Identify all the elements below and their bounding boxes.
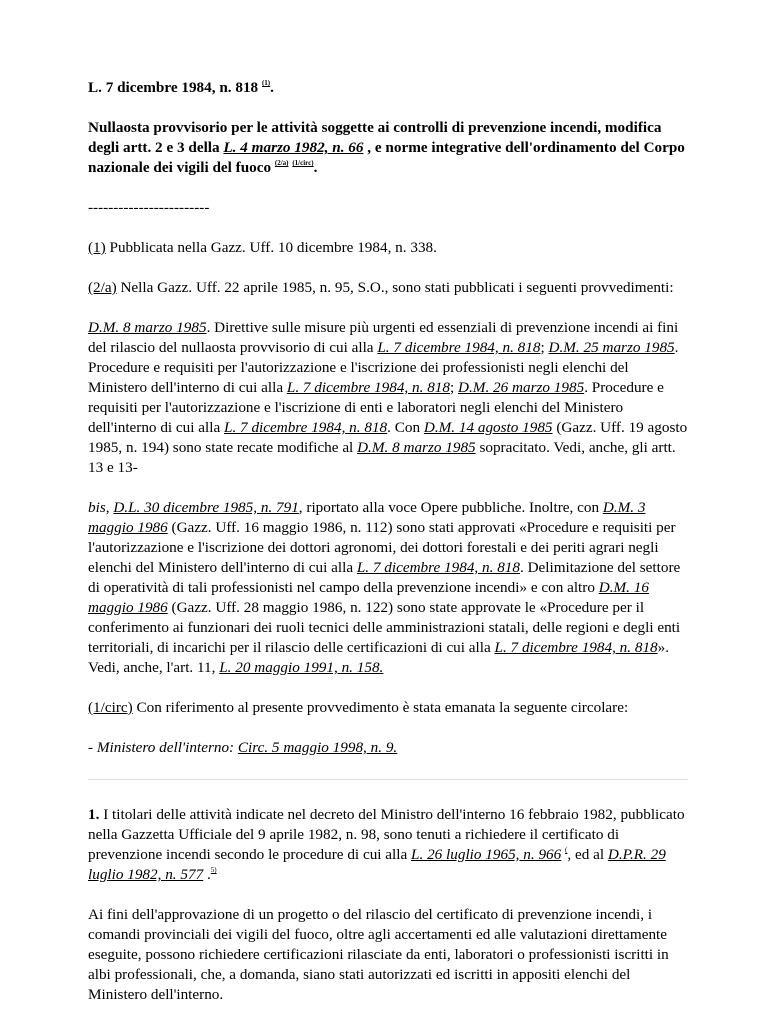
article-1-paragraph-2: Ai fini dell'approvazione di un progetto o del rilascio del certificato di prevenzione incendi, i comandi provinciali dei vigili del fuoco, oltre agli accertamenti ed alle valutazioni direttamente eseguite, possono richiedere certificazioni rilasciate da enti, laboratori o professionisti iscritti in albi professionali, che, a domanda, siano stati autorizzati ed iscritti in appositi elenchi del Ministero dell'interno.: [88, 906, 669, 1003]
section-divider: [88, 779, 688, 780]
note-2a-continued: [88, 498, 688, 678]
footnote-ref-5[interactable]: 5): [210, 866, 217, 874]
link-l-7-dicembre-1984[interactable]: L. 7 dicembre 1984, n. 818: [494, 639, 658, 656]
text: , ed al: [567, 846, 608, 863]
note-2a: [88, 278, 688, 298]
link-l-26-luglio-1965[interactable]: L. 26 luglio 1965, n. 966: [411, 846, 562, 863]
note-1circ-text: Con riferimento al presente provvedimento è stata emanata la seguente circolare:: [132, 699, 629, 716]
text: .: [203, 866, 211, 883]
note-1: [88, 238, 688, 258]
text: ». Vedi, anche, l'art. 11,: [88, 639, 670, 676]
link-l-20-maggio-1991[interactable]: L. 20 maggio 1991, n. 158.: [219, 659, 384, 676]
text: . Delimitazione del settore di operatività di tali professionisti nel campo della prevenzione incendi» e con altro: [88, 559, 681, 596]
text: sopracitato. Vedi, anche, gli artt. 13 e 13-: [88, 439, 676, 476]
subtitle-text-a: Nullaosta provvisorio per le attività soggette ai controlli di prevenzione incendi, modifica degli artt. 2 e 3 della: [88, 119, 662, 156]
subtitle-end: .: [313, 159, 318, 176]
law-title-text: L. 7 dicembre 1984, n. 818: [88, 79, 259, 96]
note-2a-provvedimenti: [88, 318, 688, 478]
note-2a-text: Nella Gazz. Uff. 22 aprile 1985, n. 95, S.O., sono stati pubblicati i seguenti provvedimenti:: [116, 279, 674, 296]
link-l-7-dicembre-1984[interactable]: L. 7 dicembre 1984, n. 818: [377, 339, 541, 356]
text: ,: [105, 499, 114, 516]
text: ;: [540, 339, 549, 356]
link-dm-8-marzo-1985[interactable]: D.M. 8 marzo 1985: [357, 439, 476, 456]
link-dpr-29-luglio-1982[interactable]: D.P.R. 29 luglio 1982, n. 577: [88, 846, 666, 883]
link-circ-5-maggio-1998[interactable]: Circ. 5 maggio 1998, n. 9.: [237, 739, 398, 756]
law-title-end: .: [270, 79, 274, 96]
link-l-4-marzo-1982[interactable]: L. 4 marzo 1982, n. 66: [223, 139, 364, 156]
document-content: [88, 78, 688, 1025]
subtitle-text-b: , e norme integrative dell'ordinamento del Corpo nazionale dei vigili del fuoco: [88, 139, 685, 176]
text: . Con: [387, 419, 424, 436]
text: . Direttive sulle misure più urgenti ed essenziali di prevenzione incendi ai fini del rilascio del nullaosta provvisorio di cui alla: [88, 319, 679, 356]
article-number: 1.: [88, 806, 100, 823]
footnote-ref-1circ[interactable]: (1/circ): [292, 159, 314, 167]
article-1: [88, 805, 688, 885]
text-bis: bis: [88, 499, 106, 516]
footnote-ref-2a[interactable]: (2/a): [274, 159, 289, 167]
law-subtitle: [88, 118, 688, 178]
link-dm-14-agosto-1985[interactable]: D.M. 14 agosto 1985: [423, 419, 553, 436]
circolare-ministry: - Ministero dell'interno:: [88, 739, 238, 756]
note-2a-ref[interactable]: (2/a): [88, 279, 117, 296]
note-1-ref[interactable]: (1): [88, 239, 106, 256]
text: ;: [450, 379, 459, 396]
note-1-text: Pubblicata nella Gazz. Uff. 10 dicembre 1984, n. 338.: [105, 239, 437, 256]
link-dm-3-maggio-1986[interactable]: D.M. 3 maggio 1986: [88, 499, 646, 536]
note-1circ-ref[interactable]: (1/circ): [88, 699, 133, 716]
footnote-ref-1[interactable]: (1): [261, 79, 271, 87]
footnote-ref-article[interactable]: (: [565, 846, 568, 854]
link-dm-16-maggio-1986[interactable]: D.M. 16 maggio 1986: [88, 579, 649, 616]
circolare-item: [88, 738, 688, 758]
text: (Gazz. Uff. 16 maggio 1986, n. 112) sono stati approvati «Procedure e requisiti per l'autorizzazione e l'iscrizione dei dottori agronomi, dei dottori forestali e dei periti agrari negli elenchi del Ministero dell'interno di cui alla: [88, 519, 676, 576]
link-dm-26-marzo-1985[interactable]: D.M. 26 marzo 1985: [458, 379, 585, 396]
link-dm-8-marzo-1985[interactable]: D.M. 8 marzo 1985: [88, 319, 207, 336]
link-l-7-dicembre-1984[interactable]: L. 7 dicembre 1984, n. 818: [286, 379, 450, 396]
separator-line: ------------------------: [88, 199, 210, 216]
text: (Gazz. Uff. 28 maggio 1986, n. 122) sono state approvate le «Procedure per il conferimento ai funzionari dei ruoli tecnici delle amministrazioni statali, delle regioni e degli enti territoriali, di incarichi per il rilascio delle certificazioni di cui alla: [88, 599, 681, 656]
article-1-text: I titolari delle attività indicate nel decreto del Ministro dell'interno 16 febbraio 1982, pubblicato nella Gazzetta Ufficiale del 9 aprile 1982, n. 98, sono tenuti a richiedere il certificato di prevenzione incendi secondo le procedure di cui alla: [88, 806, 685, 863]
text: . Procedure e requisiti per l'autorizzazione e l'iscrizione dei professionisti negli elenchi del Ministero dell'interno di cui alla: [88, 339, 679, 396]
law-title: [88, 78, 688, 98]
text: , riportato alla voce Opere pubbliche. Inoltre, con: [298, 499, 603, 516]
link-l-7-dicembre-1984[interactable]: L. 7 dicembre 1984, n. 818: [356, 559, 520, 576]
link-l-7-dicembre-1984[interactable]: L. 7 dicembre 1984, n. 818: [224, 419, 388, 436]
link-dl-30-dicembre-1985[interactable]: D.L. 30 dicembre 1985, n. 791: [113, 499, 299, 516]
text: (Gazz. Uff. 19 agosto 1985, n. 194) sono state recate modifiche al: [88, 419, 688, 456]
note-1circ: [88, 698, 688, 718]
link-dm-25-marzo-1985[interactable]: D.M. 25 marzo 1985: [548, 339, 675, 356]
text: . Procedure e requisiti per l'autorizzazione e l'iscrizione di enti e laboratori negli elenchi del Ministero dell'interno di cui alla: [88, 379, 664, 436]
